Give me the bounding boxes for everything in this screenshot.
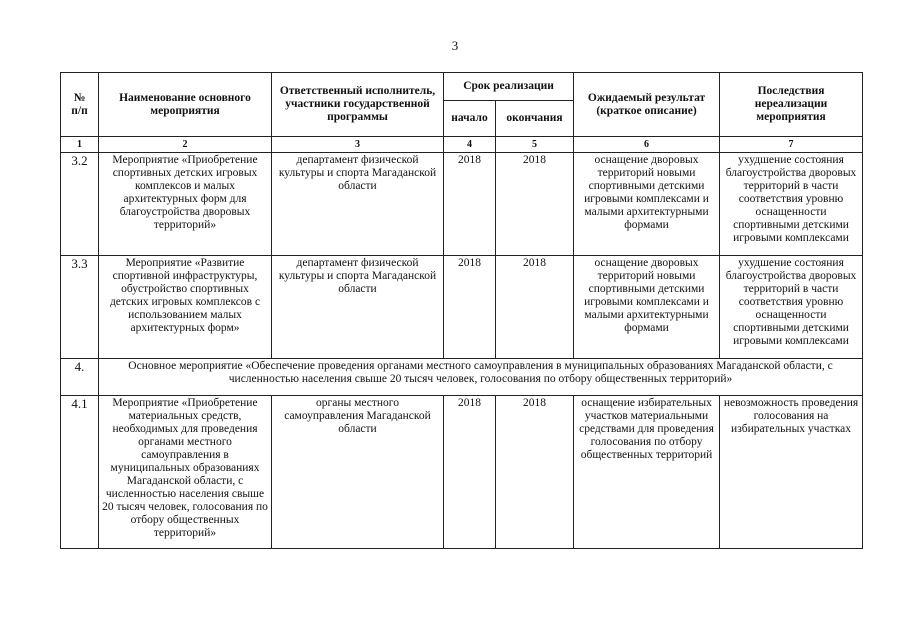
row-number: 4.	[61, 359, 99, 396]
expected-result: оснащение избирательных участков материальными средствами для проведения голосования по отбору общественных территорий	[574, 396, 720, 549]
measures-table	[60, 72, 863, 549]
column-number: 3	[272, 137, 444, 153]
table-row	[61, 396, 863, 549]
event-name: Мероприятие «Приобретение материальных средств, необходимых для проведения органами местного самоуправления в муниципальных образованиях Магаданской области, с численностью населения свыше 20 тысяч человек, голосования по отбору общественных территорий»	[99, 396, 272, 549]
header-start: начало	[444, 101, 496, 137]
header-end: окончания	[496, 101, 574, 137]
start-year: 2018	[444, 256, 496, 359]
header-name: Наименование основного мероприятия	[99, 73, 272, 137]
expected-result: оснащение дворовых территорий новыми спортивными детскими игровыми комплексами и малыми архитектурными формами	[574, 153, 720, 256]
responsible-executor: органы местного самоуправления Магаданской области	[272, 396, 444, 549]
end-year: 2018	[496, 153, 574, 256]
header-result: Ожидаемый результат (краткое описание)	[574, 73, 720, 137]
main-event-text: Основное мероприятие «Обеспечение проведения органами местного самоуправления в муниципальных образованиях Магаданской области, с численностью населения свыше 20 тысяч человек, голосования по отбору общественных территорий»	[99, 359, 863, 396]
table-row	[61, 256, 863, 359]
responsible-executor: департамент физической культуры и спорта Магаданской области	[272, 256, 444, 359]
column-numbers-row	[61, 137, 863, 153]
start-year: 2018	[444, 153, 496, 256]
table-row	[61, 153, 863, 256]
header-consequences: Последствия нереализации мероприятия	[720, 73, 863, 137]
consequences: невозможность проведения голосования на избирательных участках	[720, 396, 863, 549]
column-number: 6	[574, 137, 720, 153]
start-year: 2018	[444, 396, 496, 549]
end-year: 2018	[496, 256, 574, 359]
header-num: № п/п	[61, 73, 99, 137]
main-event-row	[61, 359, 863, 396]
column-number: 1	[61, 137, 99, 153]
consequences: ухудшение состояния благоустройства дворовых территорий в части соответствия уровню оснащенности спортивными детскими игровыми комплексами	[720, 256, 863, 359]
consequences: ухудшение состояния благоустройства дворовых территорий в части соответствия уровню оснащенности спортивными детскими игровыми комплексами	[720, 153, 863, 256]
header-period: Срок реализации	[444, 73, 574, 101]
row-number: 3.3	[61, 256, 99, 359]
responsible-executor: департамент физической культуры и спорта Магаданской области	[272, 153, 444, 256]
header-row	[61, 73, 863, 101]
expected-result: оснащение дворовых территорий новыми спортивными детскими игровыми комплексами и малыми архитектурными формами	[574, 256, 720, 359]
header-responsible: Ответственный исполнитель, участники государственной программы	[272, 73, 444, 137]
end-year: 2018	[496, 396, 574, 549]
column-number: 5	[496, 137, 574, 153]
column-number: 2	[99, 137, 272, 153]
column-number: 7	[720, 137, 863, 153]
page-number: 3	[451, 38, 459, 53]
event-name: Мероприятие «Развитие спортивной инфраструктуры, обустройство спортивных детских игровых комплексов с использованием малых архитектурных форм»	[99, 256, 272, 359]
event-name: Мероприятие «Приобретение спортивных детских игровых комплексов и малых архитектурных форм для благоустройства дворовых территорий»	[99, 153, 272, 256]
row-number: 3.2	[61, 153, 99, 256]
column-number: 4	[444, 137, 496, 153]
row-number: 4.1	[61, 396, 99, 549]
